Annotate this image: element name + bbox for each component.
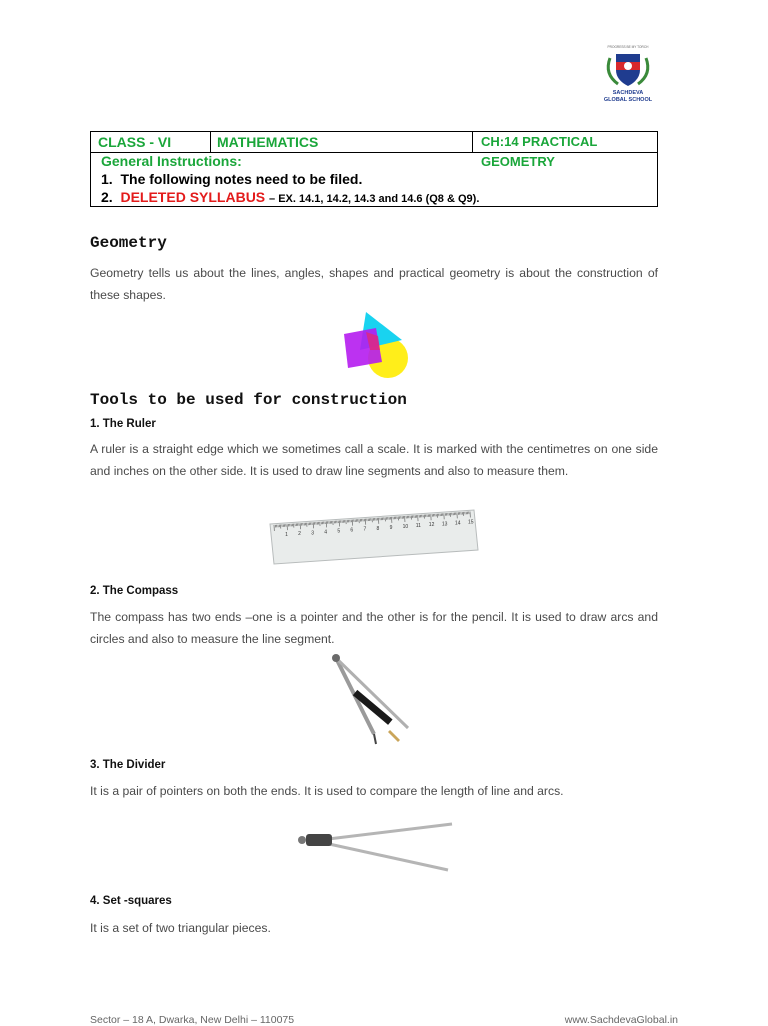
class-label: CLASS - VI <box>91 132 211 152</box>
ruler-number: 7 <box>363 527 366 533</box>
chapter-label: CH:14 PRACTICAL GEOMETRY <box>473 132 657 152</box>
compass-image <box>326 654 416 746</box>
geometry-heading: Geometry <box>90 234 167 252</box>
subject-label: MATHEMATICS <box>211 132 473 152</box>
divider-image <box>296 820 456 874</box>
header-table <box>90 131 658 207</box>
geometry-paragraph: Geometry tells us about the lines, angles, shapes and practical geometry is about the construction of these shapes. <box>90 262 658 306</box>
header-row <box>91 132 657 153</box>
ruler-title: 1. The Ruler <box>90 418 156 430</box>
ruler-number: 3 <box>311 530 314 536</box>
ruler-number: 10 <box>403 524 409 530</box>
instruction-item-1 <box>101 171 362 187</box>
footer-address: Sector – 18 A, Dwarka, New Delhi – 110075 <box>90 1014 294 1026</box>
setsquare-paragraph: It is a set of two triangular pieces. <box>90 917 658 939</box>
ruler-number: 8 <box>377 526 380 532</box>
deleted-syllabus-label: DELETED SYLLABUS <box>120 189 265 205</box>
ruler-number: 4 <box>324 529 327 535</box>
ruler-number: 9 <box>390 525 393 531</box>
compass-title: 2. The Compass <box>90 585 178 597</box>
ruler-number: 13 <box>442 521 448 527</box>
ruler-number: 11 <box>416 523 421 529</box>
footer-website[interactable]: www.SachdevaGlobal.in <box>565 1014 678 1026</box>
logo-name-line2: GLOBAL SCHOOL <box>604 97 653 103</box>
ruler-image <box>266 506 480 568</box>
ruler-number: 6 <box>350 528 353 534</box>
logo-name-line1: SACHDEVA <box>613 90 643 96</box>
instruction-1-number: 1. <box>101 171 113 187</box>
ruler-paragraph: A ruler is a straight edge which we sometimes call a scale. It is marked with the centimetres on one side and inches on the other side. It is used to draw line segments and also to measure them. <box>90 438 658 482</box>
ruler-number: 12 <box>429 522 435 528</box>
ruler-number: 15 <box>468 520 474 526</box>
ruler-number: 1 <box>285 532 288 538</box>
instruction-1-text: The following notes need to be filed. <box>120 171 362 187</box>
instructions-title: General Instructions: <box>101 153 242 169</box>
tools-heading: Tools to be used for construction <box>90 391 407 409</box>
divider-title: 3. The Divider <box>90 759 165 771</box>
deleted-syllabus-exercises: – EX. 14.1, 14.2, 14.3 and 14.6 (Q8 & Q9). <box>269 193 479 205</box>
divider-paragraph: It is a pair of pointers on both the ends. It is used to compare the length of line and arcs. <box>90 780 658 802</box>
compass-paragraph: The compass has two ends –one is a pointer and the other is for the pencil. It is used to draw arcs and circles and also to measure the line segment. <box>90 606 658 650</box>
instruction-2-number: 2. <box>101 189 113 205</box>
shapes-image <box>336 310 412 382</box>
ruler-number: 2 <box>298 531 301 537</box>
logo-motto: PROGRESS BE MY TORCH <box>608 45 650 49</box>
ruler-number: 14 <box>455 520 461 526</box>
instruction-item-2 <box>101 189 479 205</box>
ruler-number: 5 <box>337 529 340 535</box>
school-logo <box>592 40 664 104</box>
setsquare-title: 4. Set -squares <box>90 895 172 907</box>
